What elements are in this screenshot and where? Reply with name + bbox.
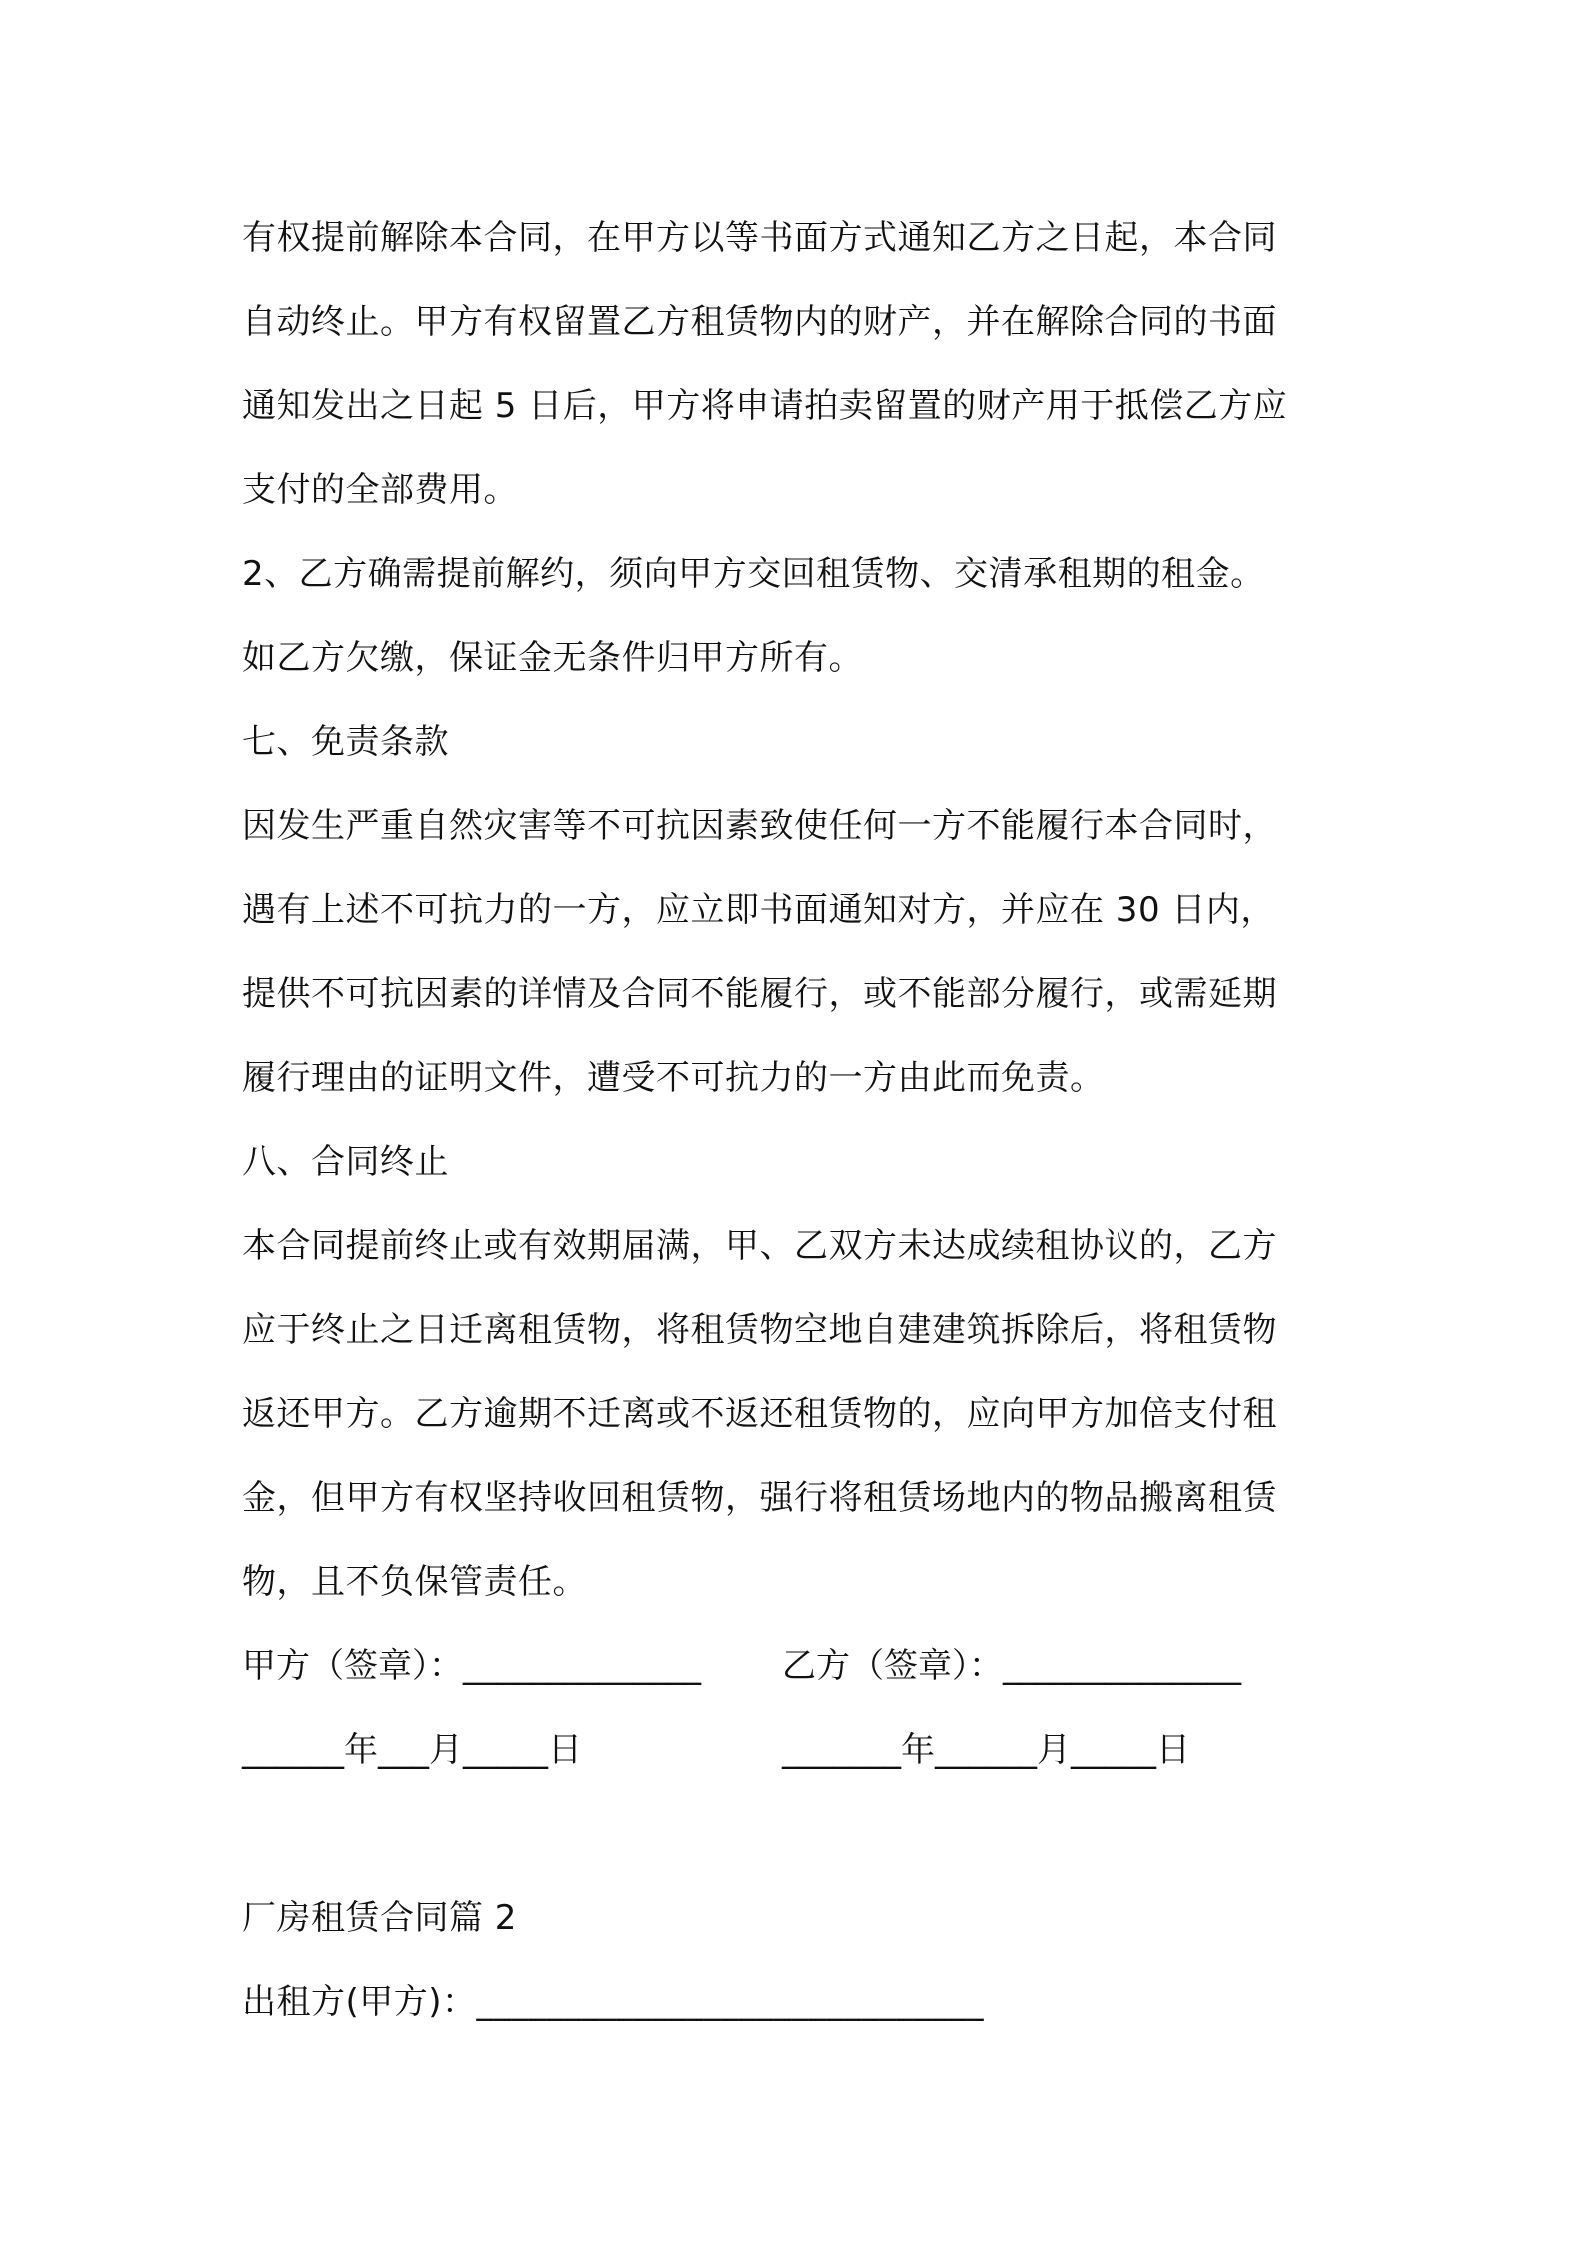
party-a-date: ______年___月_____日 <box>242 1730 582 1770</box>
signature-row <box>242 1624 1362 1708</box>
spacer <box>242 1792 1362 1876</box>
paragraph-line: 物，且不负保管责任。 <box>242 1562 587 1602</box>
paragraph-line: 2、乙方确需提前解约，须向甲方交回租赁物、交清承租期的租金。 <box>242 554 1265 594</box>
paragraph-line: 通知发出之日起 5 日后，甲方将申请拍卖留置的财产用于抵偿乙方应 <box>242 386 1288 426</box>
paragraph-line: 应于终止之日迁离租赁物，将租赁物空地自建建筑拆除后，将租赁物 <box>242 1310 1277 1350</box>
document-body <box>242 196 1362 2044</box>
section-heading-exemption: 七、免责条款 <box>242 722 449 762</box>
paragraph-line: 有权提前解除本合同，在甲方以等书面方式通知乙方之日起，本合同 <box>242 218 1277 258</box>
paragraph-line: 支付的全部费用。 <box>242 470 518 510</box>
paragraph-line: 履行理由的证明文件，遭受不可抗力的一方由此而免责。 <box>242 1058 1105 1098</box>
paragraph-line: 本合同提前终止或有效期届满，甲、乙双方未达成续租协议的，乙方 <box>242 1226 1277 1266</box>
paragraph-line: 因发生严重自然灾害等不可抗因素致使任何一方不能履行本合同时， <box>242 806 1277 846</box>
paragraph-line: 提供不可抗因素的详情及合同不能履行，或不能部分履行，或需延期 <box>242 974 1277 1014</box>
paragraph-line: 金，但甲方有权坚持收回租赁物，强行将租赁场地内的物品搬离租赁 <box>242 1478 1277 1518</box>
paragraph-line: 自动终止。甲方有权留置乙方租赁物内的财产，并在解除合同的书面 <box>242 302 1277 342</box>
party-a-signature: 甲方（签章）：______________ <box>242 1646 701 1686</box>
date-row <box>242 1708 1362 1792</box>
lessor-line: 出租方(甲方)：_____________________________ <box>242 1982 985 2022</box>
paragraph-line: 遇有上述不可抗力的一方，应立即书面通知对方，并应在 30 日内， <box>242 890 1275 930</box>
contract-2-title: 厂房租赁合同篇 2 <box>242 1898 517 1938</box>
party-b-date: _______年______月_____日 <box>782 1730 1190 1770</box>
paragraph-line: 返还甲方。乙方逾期不迁离或不返还租赁物的，应向甲方加倍支付租 <box>242 1394 1277 1434</box>
paragraph-line: 如乙方欠缴，保证金无条件归甲方所有。 <box>242 638 863 678</box>
section-heading-termination: 八、合同终止 <box>242 1142 449 1182</box>
party-b-signature: 乙方（签章）：______________ <box>782 1646 1241 1686</box>
